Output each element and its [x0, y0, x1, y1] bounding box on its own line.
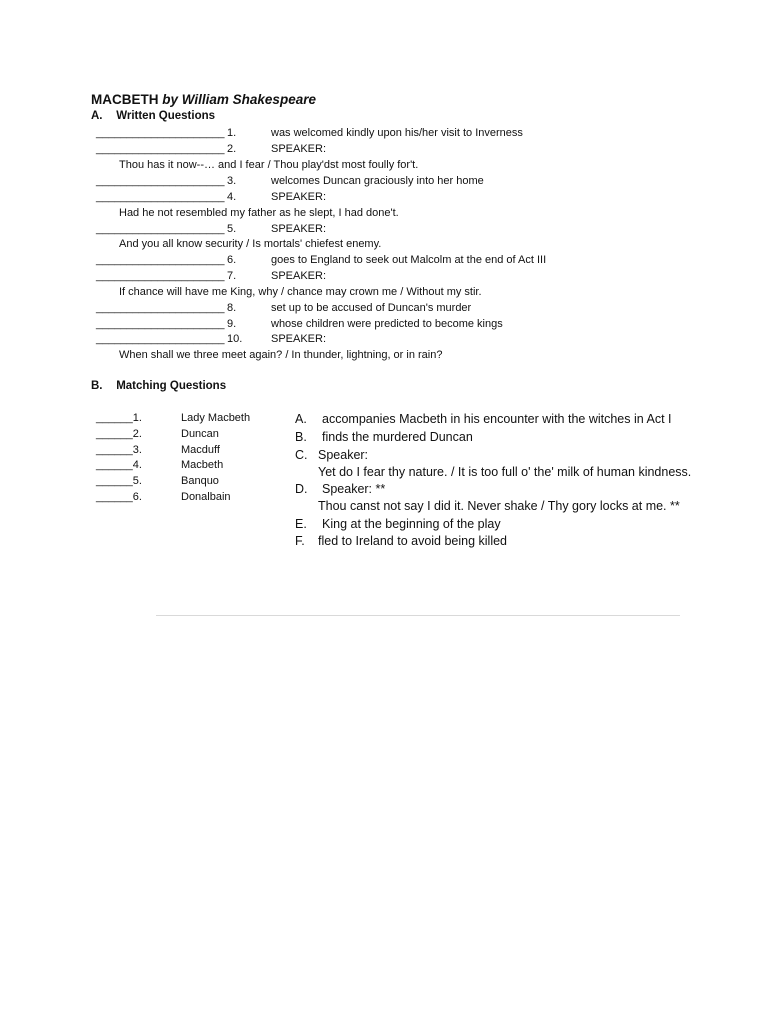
- section-b-heading: [91, 380, 226, 392]
- section-b-letter: B.: [91, 380, 103, 392]
- matching-number: 2.: [132, 428, 142, 440]
- question-text: SPEAKER:: [271, 223, 327, 235]
- question-number: 9.: [227, 318, 237, 330]
- answer-blank[interactable]: _____________________: [96, 270, 225, 282]
- matching-number: 4.: [132, 459, 142, 471]
- answer-blank[interactable]: _____________________: [96, 143, 225, 155]
- option-text: accompanies Macbeth in his encounter with the witches in Act I: [322, 412, 672, 426]
- matching-blank-3[interactable]: [96, 444, 142, 457]
- answer-blank[interactable]: ______: [96, 428, 133, 440]
- speaker-quote-7: If chance will have me King, why / chance may crown me / Without my stir.: [119, 286, 482, 298]
- matching-number: 5.: [132, 475, 142, 487]
- question-number: 10.: [227, 333, 243, 345]
- page-divider: [156, 615, 680, 616]
- matching-option-a: [295, 412, 735, 427]
- option-letter: F.: [295, 534, 305, 548]
- character-name: Duncan: [181, 428, 219, 440]
- section-b-title: Matching Questions: [116, 380, 227, 392]
- question-text: whose children were predicted to become kings: [271, 318, 503, 330]
- question-number: 8.: [227, 302, 237, 314]
- answer-blank[interactable]: ______: [96, 491, 133, 503]
- option-letter: B.: [295, 430, 307, 444]
- option-text: King at the beginning of the play: [322, 517, 501, 531]
- answer-blank[interactable]: _____________________: [96, 223, 225, 235]
- answer-blank[interactable]: ______: [96, 444, 133, 456]
- option-text: Speaker:: [318, 448, 369, 462]
- answer-blank[interactable]: ______: [96, 412, 133, 424]
- matching-number: 3.: [132, 444, 142, 456]
- option-letter: A.: [295, 412, 307, 426]
- question-number: 6.: [227, 254, 237, 266]
- question-text: goes to England to seek out Malcolm at the end of Act III: [271, 254, 547, 266]
- question-text: SPEAKER:: [271, 191, 327, 203]
- question-text: SPEAKER:: [271, 333, 327, 345]
- speaker-quote-4: Had he not resembled my father as he slept, I had done't.: [119, 207, 399, 219]
- answer-blank[interactable]: _____________________: [96, 254, 225, 266]
- option-text: Speaker: **: [322, 482, 386, 496]
- matching-option-d: [295, 482, 735, 497]
- answer-blank[interactable]: _____________________: [96, 191, 225, 203]
- option-quote: Thou canst not say I did it. Never shake / Thy gory locks at me. **: [318, 499, 680, 513]
- option-text: finds the murdered Duncan: [322, 430, 473, 444]
- written-question-2: [0, 143, 768, 156]
- answer-blank[interactable]: _____________________: [96, 318, 225, 330]
- section-a-title: Written Questions: [116, 110, 216, 122]
- section-a-letter: A.: [91, 110, 103, 122]
- character-name: Banquo: [181, 475, 219, 487]
- matching-blank-5[interactable]: [96, 475, 142, 488]
- option-quote: Yet do I fear thy nature. / It is too full o' the' milk of human kindness.: [318, 465, 692, 479]
- question-text: welcomes Duncan graciously into her home: [271, 175, 484, 187]
- option-letter: E.: [295, 517, 307, 531]
- question-text: set up to be accused of Duncan's murder: [271, 302, 472, 314]
- answer-blank[interactable]: ______: [96, 459, 133, 471]
- answer-blank[interactable]: _____________________: [96, 175, 225, 187]
- character-name: Lady Macbeth: [181, 412, 251, 424]
- matching-blank-2[interactable]: [96, 428, 142, 441]
- question-number: 3.: [227, 175, 237, 187]
- answer-blank[interactable]: _____________________: [96, 333, 225, 345]
- speaker-quote-2: Thou has it now--… and I fear / Thou play'dst most foully for't.: [119, 159, 419, 171]
- question-number: 2.: [227, 143, 237, 155]
- section-a-heading: [91, 110, 215, 122]
- written-question-3: [0, 175, 768, 188]
- question-text: SPEAKER:: [271, 143, 327, 155]
- character-name: Macbeth: [181, 459, 224, 471]
- question-number: 1.: [227, 127, 237, 139]
- matching-option-b: [295, 430, 735, 445]
- written-question-8: [0, 302, 768, 315]
- speaker-quote-10: When shall we three meet again? / In thunder, lightning, or in rain?: [119, 349, 443, 361]
- matching-blank-1[interactable]: [96, 412, 142, 425]
- matching-option-e: [295, 517, 735, 532]
- title-main: MACBETH: [91, 92, 159, 107]
- question-number: 7.: [227, 270, 237, 282]
- question-text: was welcomed kindly upon his/her visit to Inverness: [271, 127, 523, 139]
- character-name: Donalbain: [181, 491, 231, 503]
- matching-blank-6[interactable]: [96, 491, 142, 504]
- option-letter: C.: [295, 448, 308, 462]
- matching-option-c: [295, 448, 735, 463]
- matching-number: 1.: [132, 412, 142, 424]
- document-title: [91, 92, 316, 107]
- character-name: Macduff: [181, 444, 220, 456]
- written-question-9: [0, 318, 768, 331]
- question-text: SPEAKER:: [271, 270, 327, 282]
- answer-blank[interactable]: _____________________: [96, 302, 225, 314]
- matching-number: 6.: [132, 491, 142, 503]
- answer-blank[interactable]: _____________________: [96, 127, 225, 139]
- question-number: 4.: [227, 191, 237, 203]
- written-question-4: [0, 191, 768, 204]
- written-question-1: [0, 127, 768, 140]
- written-question-10: [0, 333, 768, 346]
- title-byline: by William Shakespeare: [162, 92, 316, 107]
- option-text: fled to Ireland to avoid being killed: [318, 534, 508, 548]
- speaker-quote-5: And you all know security / Is mortals' chiefest enemy.: [119, 238, 382, 250]
- written-question-6: [0, 254, 768, 267]
- written-question-5: [0, 223, 768, 236]
- answer-blank[interactable]: ______: [96, 475, 133, 487]
- written-question-7: [0, 270, 768, 283]
- matching-option-f: [295, 534, 735, 549]
- option-letter: D.: [295, 482, 308, 496]
- matching-blank-4[interactable]: [96, 459, 142, 472]
- question-number: 5.: [227, 223, 237, 235]
